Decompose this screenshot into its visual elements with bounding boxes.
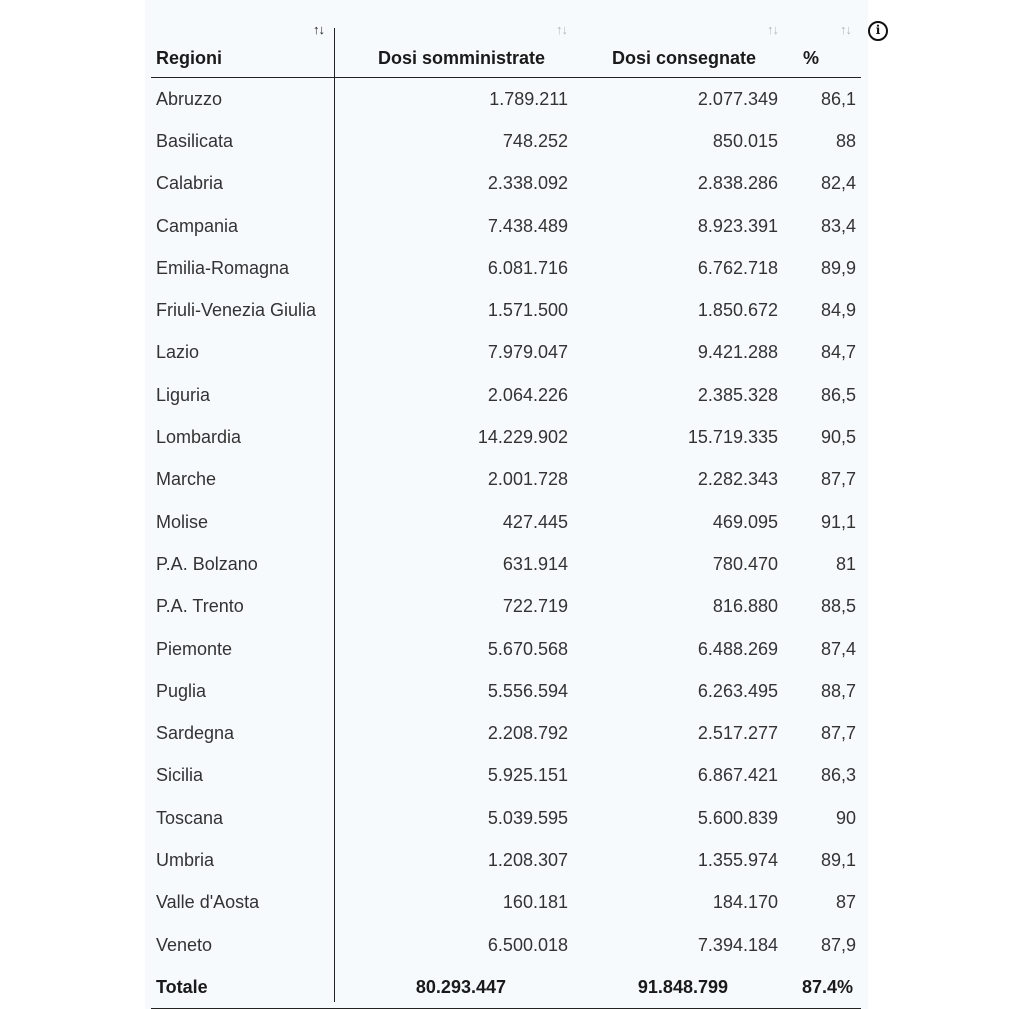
cell-region: Sardegna xyxy=(156,723,235,744)
cell-dosi-somministrate: 2.001.728 xyxy=(487,469,568,490)
cell-region: Basilicata xyxy=(156,130,234,151)
table-row xyxy=(151,501,861,543)
cell-dosi-consegnate: 6.488.269 xyxy=(697,638,778,659)
cell-region: Marche xyxy=(156,469,217,490)
sort-arrows-icon[interactable]: ↑↓ xyxy=(556,22,567,37)
cell-region: Friuli-Venezia Giulia xyxy=(156,300,317,321)
table-row xyxy=(151,459,861,501)
cell-dosi-somministrate: 2.338.092 xyxy=(487,173,568,194)
cell-percent: 86,5 xyxy=(820,384,856,405)
cell-dosi-somministrate: 631.914 xyxy=(502,553,568,574)
cell-dosi-somministrate: 7.979.047 xyxy=(487,342,568,363)
cell-region: Campania xyxy=(156,215,239,236)
cell-dosi-consegnate: 184.170 xyxy=(712,892,778,913)
cell-dosi-somministrate: 5.670.568 xyxy=(487,638,568,659)
table-row xyxy=(151,205,861,247)
column-header-dosi-consegnate[interactable] xyxy=(577,18,788,78)
cell-percent: 87,7 xyxy=(820,723,856,744)
cell-percent: 86,3 xyxy=(820,765,856,786)
cell-dosi-somministrate: 5.039.595 xyxy=(487,807,568,828)
cell-dosi-consegnate: 780.470 xyxy=(712,553,778,574)
cell-percent: 87,4 xyxy=(820,638,856,659)
cell-region: Liguria xyxy=(156,384,211,405)
cell-dosi-somministrate: 6.081.716 xyxy=(487,257,568,278)
cell-percent: 89,9 xyxy=(820,257,856,278)
cell-percent: 88,5 xyxy=(820,596,856,617)
cell-dosi-consegnate: 8.923.391 xyxy=(697,215,778,236)
cell-percent: 90 xyxy=(835,807,856,828)
cell-dosi-consegnate: 2.517.277 xyxy=(697,723,778,744)
cell-dosi-somministrate: 5.556.594 xyxy=(487,680,568,701)
cell-percent: 83,4 xyxy=(820,215,856,236)
cell-percent: 87,9 xyxy=(820,934,856,955)
cell-dosi-somministrate: 14.229.902 xyxy=(477,427,568,448)
cell-percent: 90,5 xyxy=(820,427,856,448)
cell-region: Emilia-Romagna xyxy=(156,257,290,278)
column-divider xyxy=(334,28,335,1002)
cell-dosi-consegnate: 6.867.421 xyxy=(697,765,778,786)
cell-region: Calabria xyxy=(156,173,224,194)
cell-dosi-consegnate: 816.880 xyxy=(712,596,778,617)
cell-dosi-consegnate: 6.762.718 xyxy=(697,257,778,278)
cell-region: Molise xyxy=(156,511,209,532)
cell-dosi-consegnate: 5.600.839 xyxy=(697,807,778,828)
table-row xyxy=(151,289,861,331)
cell-dosi-consegnate: 850.015 xyxy=(712,130,778,151)
sort-arrows-icon[interactable]: ↑↓ xyxy=(840,22,851,37)
cell-region: Sicilia xyxy=(156,765,204,786)
cell-dosi-somministrate: 5.925.151 xyxy=(487,765,568,786)
cell-dosi-somministrate: 1.571.500 xyxy=(487,300,568,321)
cell-dosi-consegnate: 469.095 xyxy=(712,511,778,532)
cell-percent: 84,9 xyxy=(820,300,856,321)
total-label: Totale xyxy=(151,966,334,1009)
table-row xyxy=(151,628,861,670)
table-row xyxy=(151,416,861,458)
table-header xyxy=(151,18,861,78)
cell-region: P.A. Bolzano xyxy=(156,553,258,574)
cell-dosi-somministrate: 722.719 xyxy=(502,596,568,617)
cell-dosi-consegnate: 7.394.184 xyxy=(697,934,778,955)
cell-dosi-consegnate: 2.077.349 xyxy=(697,88,778,109)
column-header-regioni[interactable] xyxy=(151,18,334,78)
table-row xyxy=(151,120,861,162)
table-row xyxy=(151,163,861,205)
total-dosi-somministrate: 80.293.447 xyxy=(334,966,577,1009)
table-row xyxy=(151,712,861,754)
cell-dosi-consegnate: 2.838.286 xyxy=(697,173,778,194)
cell-dosi-somministrate: 6.500.018 xyxy=(487,934,568,955)
total-dosi-consegnate: 91.848.799 xyxy=(577,966,788,1009)
table-row xyxy=(151,543,861,585)
cell-percent: 88 xyxy=(835,130,856,151)
cell-region: Piemonte xyxy=(156,638,233,659)
cell-region: Puglia xyxy=(156,680,207,701)
cell-dosi-consegnate: 6.263.495 xyxy=(697,680,778,701)
cell-dosi-consegnate: 9.421.288 xyxy=(697,342,778,363)
sort-arrows-icon[interactable]: ↑↓ xyxy=(313,22,324,37)
info-icon[interactable]: i xyxy=(868,21,888,41)
cell-region: Valle d'Aosta xyxy=(156,892,260,913)
table-row xyxy=(151,670,861,712)
cell-percent: 82,4 xyxy=(820,173,856,194)
cell-region: Abruzzo xyxy=(156,88,223,109)
cell-dosi-somministrate: 1.208.307 xyxy=(487,849,568,870)
table-row xyxy=(151,755,861,797)
column-header-dosi-somministrate[interactable] xyxy=(334,18,577,78)
cell-percent: 91,1 xyxy=(820,511,856,532)
cell-percent: 88,7 xyxy=(820,680,856,701)
header-row xyxy=(151,18,861,78)
cell-region: Toscana xyxy=(156,807,224,828)
vaccine-doses-table xyxy=(151,18,861,1009)
cell-percent: 89,1 xyxy=(820,849,856,870)
cell-region: Lombardia xyxy=(156,427,242,448)
cell-percent: 86,1 xyxy=(820,88,856,109)
cell-dosi-consegnate: 2.385.328 xyxy=(697,384,778,405)
table-row xyxy=(151,924,861,966)
table-row xyxy=(151,882,861,924)
cell-region: Veneto xyxy=(156,934,213,955)
cell-dosi-somministrate: 7.438.489 xyxy=(487,215,568,236)
cell-dosi-somministrate: 748.252 xyxy=(502,130,568,151)
cell-dosi-somministrate: 2.064.226 xyxy=(487,384,568,405)
cell-percent: 81 xyxy=(835,553,856,574)
table-row xyxy=(151,839,861,881)
table-row xyxy=(151,247,861,289)
cell-dosi-somministrate: 427.445 xyxy=(502,511,568,532)
column-header-label: % xyxy=(803,48,820,68)
cell-region: P.A. Trento xyxy=(156,596,244,617)
cell-dosi-consegnate: 1.355.974 xyxy=(697,849,778,870)
cell-percent: 87 xyxy=(835,892,856,913)
cell-region: Lazio xyxy=(156,342,200,363)
cell-dosi-somministrate: 1.789.211 xyxy=(489,88,568,109)
table-row xyxy=(151,332,861,374)
total-percent: 87.4% xyxy=(788,966,861,1009)
total-row xyxy=(151,966,861,1009)
cell-dosi-consegnate: 2.282.343 xyxy=(697,469,778,490)
table-row xyxy=(151,374,861,416)
cell-percent: 87,7 xyxy=(820,469,856,490)
cell-dosi-consegnate: 1.850.672 xyxy=(697,300,778,321)
cell-region: Umbria xyxy=(156,849,215,870)
column-header-label: Dosi somministrate xyxy=(377,48,545,68)
table-body xyxy=(151,78,861,1009)
cell-dosi-somministrate: 2.208.792 xyxy=(487,723,568,744)
cell-dosi-somministrate: 160.181 xyxy=(502,892,568,913)
cell-percent: 84,7 xyxy=(820,342,856,363)
table-row xyxy=(151,797,861,839)
sort-arrows-icon[interactable]: ↑↓ xyxy=(767,22,778,37)
table-row xyxy=(151,78,861,121)
column-header-label: Dosi consegnate xyxy=(611,48,756,68)
column-header-percent[interactable] xyxy=(788,18,861,78)
column-header-label: Regioni xyxy=(156,48,222,68)
cell-dosi-consegnate: 15.719.335 xyxy=(687,427,778,448)
table-row xyxy=(151,586,861,628)
